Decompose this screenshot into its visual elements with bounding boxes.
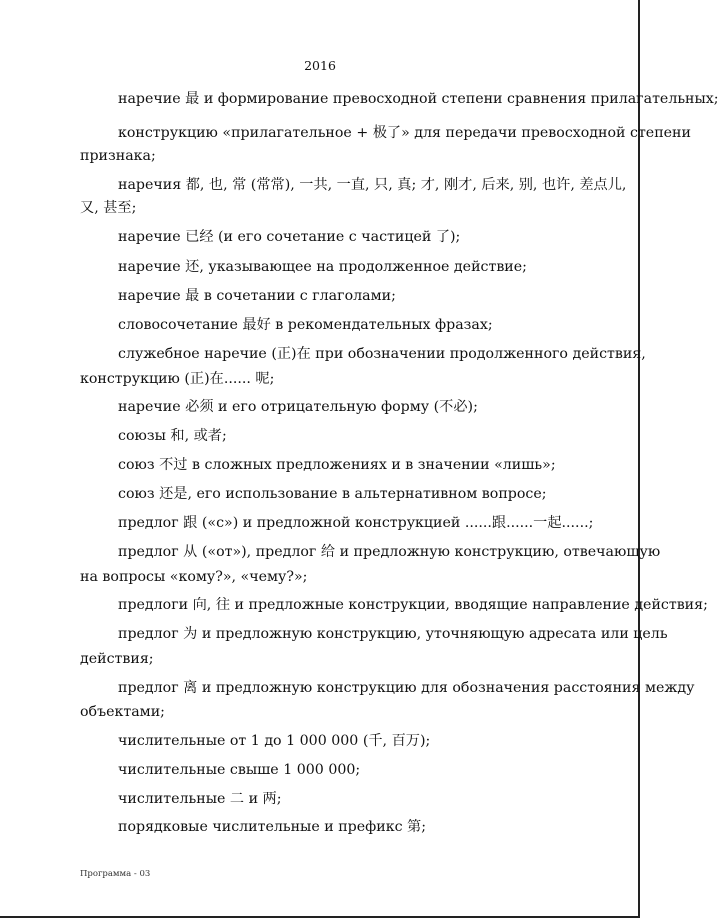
- text-line: наречие 必须 и его отрицательную форму (不必);: [118, 399, 478, 415]
- text-line: действия;: [80, 651, 154, 667]
- text-line: служебное наречие (正)在 при обозначении продолженного действия,: [118, 346, 646, 362]
- text-line: предлог 从 («от»), предлог 给 и предложную конструкцию, отвечающую: [118, 544, 661, 560]
- text-line: числительные 二 и 两;: [118, 791, 282, 807]
- text-line: наречие 最 и формирование превосходной степени сравнения прилагательных;: [118, 91, 719, 107]
- text-line: объектами;: [80, 704, 165, 720]
- page-number: 2016: [304, 58, 336, 73]
- text-line: наречие 已经 (и его сочетание с частицей 了);: [118, 229, 461, 245]
- text-line: словосочетание 最好 в рекомендательных фразах;: [118, 317, 493, 333]
- text-line: наречия 都, 也, 常 (常常), 一共, 一直, 只, 真; 才, 刚才, 后来, 别, 也许, 差点儿,: [118, 177, 627, 193]
- text-line: конструкцию (正)在...... 呢;: [80, 371, 275, 387]
- text-line: предлог 跟 («с») и предложной конструкцией ......跟......一起......;: [118, 515, 594, 531]
- text-line: 又, 甚至;: [80, 200, 137, 216]
- text-line: наречие 还, указывающее на продолженное действие;: [118, 259, 527, 275]
- text-line: признака;: [80, 148, 156, 164]
- text-line: предлог 为 и предложную конструкцию, уточняющую адресата или цель: [118, 626, 668, 642]
- text-line: числительные от 1 до 1 000 000 (千, 百万);: [118, 733, 431, 749]
- text-line: предлог 离 и предложную конструкцию для обозначения расстояния между: [118, 680, 695, 696]
- text-line: союз 还是, его использование в альтернативном вопросе;: [118, 486, 547, 502]
- text-line: конструкцию «прилагательное + 极了» для передачи превосходной степени: [118, 125, 691, 141]
- text-line: союзы 和, 或者;: [118, 428, 227, 444]
- text-line: числительные свыше 1 000 000;: [118, 762, 361, 778]
- text-line: порядковые числительные и префикс 第;: [118, 819, 426, 835]
- text-line: наречие 最 в сочетании с глаголами;: [118, 288, 396, 304]
- text-line: союз 不过 в сложных предложениях и в значении «лишь»;: [118, 457, 556, 473]
- text-line: предлоги 向, 往 и предложные конструкции, вводящие направление действия;: [118, 597, 708, 613]
- page-footer: Программа - 03: [80, 869, 151, 879]
- text-line: на вопросы «кому?», «чему?»;: [80, 569, 308, 585]
